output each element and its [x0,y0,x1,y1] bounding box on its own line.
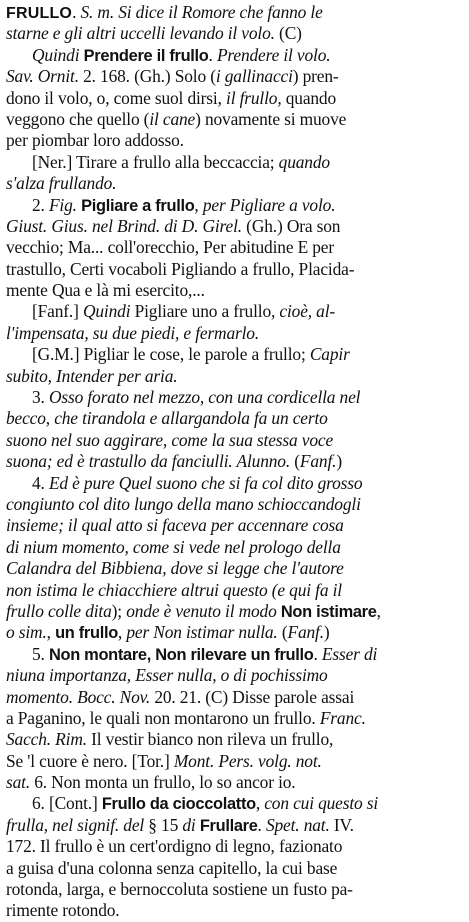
text-span: quando [281,87,337,108]
text-span: [G.M.] Pigliar le cose, le parole a frullo; [32,344,310,365]
text-line [6,301,463,322]
text-span: ( [290,451,300,472]
text-span: 5. [32,643,49,664]
text-line [6,216,463,237]
italic-text: Fanf. [299,451,337,472]
text-line [6,323,463,344]
text-span: 2. 168. (Gh.) Solo ( [78,66,216,87]
text-line [6,2,463,23]
text-span: per piombar loro addosso. [6,130,184,151]
text-line [6,793,463,814]
text-span: [Fanf.] [32,301,83,322]
text-line [6,665,463,686]
text-span: , [46,622,56,643]
text-span: veggono che quello ( [6,108,150,129]
text-span: Pigliare uno a frullo, [130,301,280,322]
italic-text: Esser di [321,643,378,664]
bold-phrase: Non istimare [276,602,377,621]
text-line [6,515,463,536]
text-line [6,366,463,387]
text-line [6,900,463,921]
text-line [6,130,463,151]
italic-text: momento. Bocc. Nov. [6,686,151,707]
text-line [6,558,463,579]
text-line [6,772,463,793]
text-line [6,23,463,44]
text-line [6,751,463,772]
text-span: . [208,44,217,65]
text-span: § 15 [144,814,183,835]
text-span: Il vestir bianco non rileva un frullo, [86,729,334,750]
italic-text: cioè, al- [279,301,336,322]
text-line [6,430,463,451]
italic-text: sat. [6,772,31,793]
bold-phrase: Prendere il frullo [79,46,209,65]
italic-text: suona; ed è trastullo da fanciulli. Alunno. [6,451,291,472]
text-line [6,687,463,708]
dictionary-entry-frullo [6,2,463,922]
italic-text: di nium momento, come si vede nel prologo della [6,536,341,557]
text-line [6,109,463,130]
italic-text: onde è venuto il modo [126,600,277,621]
italic-text: di [182,814,196,835]
text-line [6,879,463,900]
italic-text: per Pigliare a volo. [202,194,336,215]
bold-phrase: Frullare [195,816,258,835]
italic-text: il frullo, [226,87,282,108]
text-line [6,408,463,429]
italic-text: Quindi [32,44,80,65]
text-span: vecchio; Ma... coll'orecchio, Per abitudine E per [6,237,335,258]
text-span: rotonda, larga, e bernoccoluta sostiene un fusto pa- [6,879,353,900]
text-line [6,259,463,280]
italic-text: Mont. Pers. volg. not. [173,750,322,771]
italic-text: l'impensata, su due piedi, e fermarlo. [6,322,260,343]
text-line [6,729,463,750]
text-span: ) novamente si muove [195,108,347,129]
text-span: . [257,814,266,835]
text-line [6,195,463,216]
bold-phrase: Non montare, Non rilevare un frullo [48,645,314,664]
text-line [6,280,463,301]
text-line [6,644,463,665]
italic-text: S. m. Si dice il Romore che fanno le [80,2,323,22]
text-span: trastullo, Certi vocaboli Pigliando a frullo, Placida- [6,258,355,279]
text-line [6,708,463,729]
italic-text: per Non istimar nulla. [126,622,278,643]
bold-phrase: Pigliare a frullo [76,196,195,215]
text-line [6,88,463,109]
italic-text: congiunto col dito lungo della mano schioccandogli [6,493,361,514]
text-span: 6. Non monta un frullo, lo so ancor io. [30,772,296,793]
text-line [6,152,463,173]
text-span: 20. 21. (C) Disse parole assai [150,686,355,707]
bold-phrase: Frullo da cioccolatto [101,795,256,814]
text-span: , [117,622,127,643]
italic-text: suono nel suo aggirare, come la sua stessa voce [6,429,334,450]
text-span: ) [336,451,342,472]
italic-text: o sim. [6,622,47,643]
italic-text: s'alza frullando. [6,173,117,194]
italic-text: Giust. Gius. nel Brind. di D. Girel. [6,215,242,236]
italic-text: non istima le chiacchiere altrui questo (e qui fa il [6,579,342,600]
text-line [6,580,463,601]
text-line [6,537,463,558]
text-line [6,344,463,365]
text-span: dono il volo, o, come suol dirsi, [6,87,227,108]
italic-text: Spet. nat. [265,814,330,835]
text-line [6,622,463,643]
italic-text: Quindi [82,301,131,322]
text-span: ); [111,600,127,621]
italic-text: quando [278,151,330,172]
text-span: 4. [32,472,49,493]
text-span: 172. Il frullo è un cert'ordigno di legno, fazionato [6,836,343,857]
text-line [6,387,463,408]
italic-text: Sacch. Rim. [6,729,87,750]
text-line [6,601,463,622]
text-span: IV. [329,814,354,835]
text-span: ) pren- [292,66,339,87]
italic-text: insieme; il qual atto si faceva per accennare cosa [6,515,344,536]
text-line [6,815,463,836]
text-line [6,494,463,515]
text-line [6,858,463,879]
text-span: , [194,194,203,215]
text-span: [Ner.] Tirare a frullo alla beccaccia; [32,151,279,172]
text-span: , [255,793,265,814]
italic-text: Osso forato nel mezzo, con una cordicella nel [48,387,361,408]
italic-text: Prendere il volo. [216,44,331,65]
text-span: 6. [Cont.] [32,793,102,814]
text-line [6,237,463,258]
text-span: (Gh.) Ora son [241,215,341,236]
italic-text: Calandra del Bibbiena, dove si legge che l'autore [6,558,344,579]
text-line [6,473,463,494]
italic-text: con cui questo si [264,793,379,814]
text-line [6,66,463,87]
text-span: a guisa d'una colonna senza capitello, la cui base [6,857,338,878]
italic-text: il cane [149,108,196,129]
text-line [6,836,463,857]
text-span: . [72,2,81,22]
text-span: 3. [32,387,49,408]
italic-text: Ed è pure Quel suono che si fa col dito grosso [48,472,363,493]
italic-text: subito, Intender per aria. [6,365,178,386]
entry-headword: FRULLO [6,5,73,22]
italic-text: Sav. Ornit. [6,66,79,87]
text-line [6,173,463,194]
text-line [6,45,463,66]
text-span: ) [323,622,330,643]
text-span: (C) [274,23,302,44]
text-line [6,451,463,472]
text-span: 2. [32,194,49,215]
italic-text: starne e gli altri uccelli levando il volo. [6,23,275,44]
text-span: . [313,643,322,664]
text-span: ( [277,622,288,643]
text-span: a Paganino, le quali non montarono un frullo. [6,707,320,728]
italic-text: Fig. [48,194,77,215]
bold-phrase: un frullo [55,624,118,643]
italic-text: niuna importanza, Esser nulla, o di pochissimo [6,665,328,686]
text-span: , [376,600,381,621]
text-span: mente Qua e là mi esercito,... [6,280,205,301]
italic-text: becco, che tirandola e allargandola fa un certo [6,408,328,429]
italic-text: Fanf. [287,622,324,643]
italic-text: i gallinacci [215,66,293,87]
italic-text: frulla, nel signif. del [6,814,145,835]
text-span: rimente rotondo. [6,900,120,921]
text-span: Se 'l cuore è nero. [Tor.] [6,750,174,771]
italic-text: Capir [309,344,350,365]
italic-text: Franc. [319,707,366,728]
italic-text: frullo colle dita [6,600,112,621]
